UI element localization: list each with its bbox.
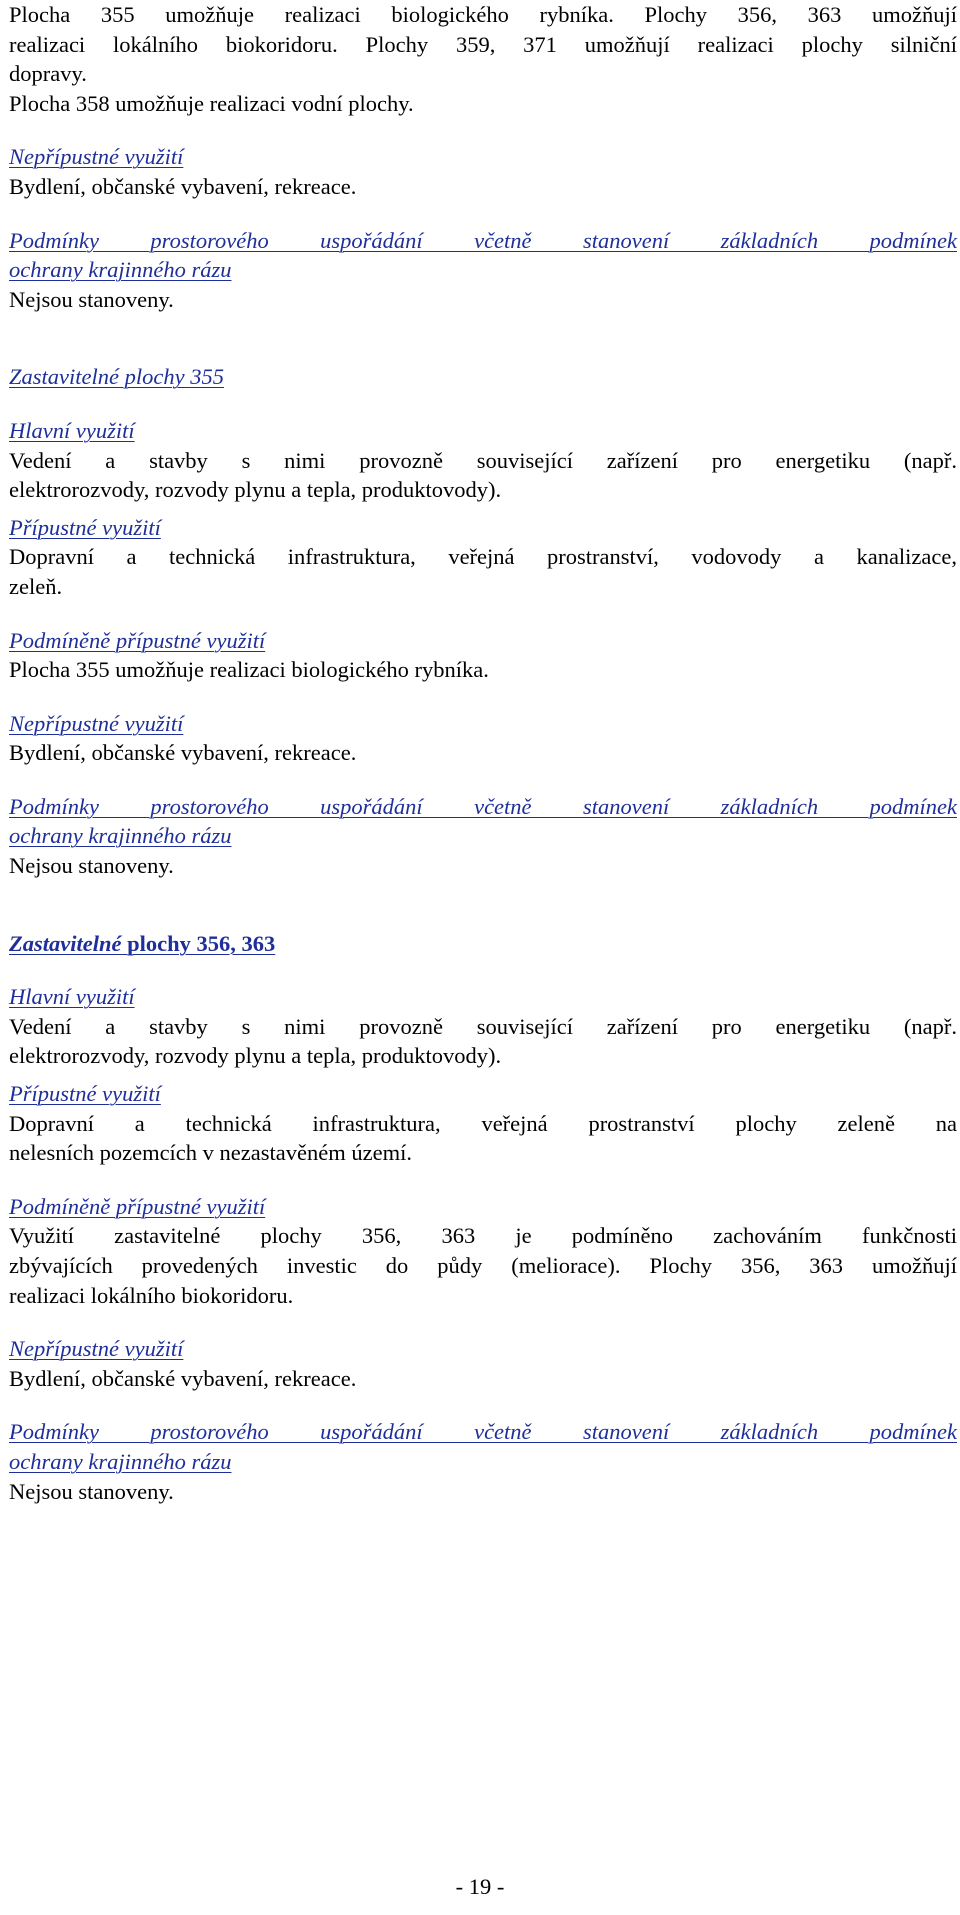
paragraph-line: Dopravní a technická infrastruktura, veřejná prostranství plochy zeleně na (9, 1110, 957, 1136)
paragraph-line: dopravy. (9, 61, 87, 87)
heading-prip: Přípustné využití (9, 1081, 161, 1107)
page-number: - 19 - (455, 1874, 505, 1899)
paragraph-line: Vedení a stavby s nimi provozně související zařízení pro energetiku (např. (9, 447, 957, 473)
heading-podminky: Podmínky prostorového uspořádání včetně stanovení základních podmínek (9, 793, 957, 819)
paragraph-line: Nejsou stanoveny. (9, 853, 174, 879)
section-title-356-363 (9, 931, 275, 956)
section-title-italic: Zastavitelné (9, 930, 122, 956)
paragraph-line: Nejsou stanoveny. (9, 286, 174, 312)
heading-podminky: Podmínky prostorového uspořádání včetně stanovení základních podmínek (9, 1419, 957, 1445)
paragraph-line: realizaci lokálního biokoridoru. Plochy 359, 371 umožňují realizaci plochy silniční (9, 31, 957, 57)
heading-podminky-cont: ochrany krajinného rázu (9, 823, 232, 849)
section-title-rest: plochy 356, 363 (121, 930, 276, 956)
heading-hlavni: Hlavní využití (9, 984, 135, 1010)
paragraph-line: Bydlení, občanské vybavení, rekreace. (9, 740, 357, 766)
heading-podminky-cont: ochrany krajinného rázu (9, 1448, 232, 1474)
paragraph-line: elektrorozvody, rozvody plynu a tepla, produktovody). (9, 477, 502, 503)
paragraph-line: Plocha 355 umožňuje realizaci biologického rybníka. (9, 657, 489, 683)
heading-podminky: Podmínky prostorového uspořádání včetně stanovení základních podmínek (9, 227, 957, 253)
heading-podm: Podmíněně přípustné využití (9, 1193, 266, 1219)
paragraph-line: Vedení a stavby s nimi provozně související zařízení pro energetiku (např. (9, 1013, 957, 1039)
heading-podm: Podmíněně přípustné využití (9, 627, 266, 653)
paragraph-line: Plocha 358 umožňuje realizaci vodní plochy. (9, 90, 414, 116)
heading-neprip: Nepřípustné využití (9, 710, 184, 736)
section-title-355: Zastavitelné plochy 355 (9, 364, 224, 390)
paragraph-line: Bydlení, občanské vybavení, rekreace. (9, 173, 357, 199)
paragraph-line: Plocha 355 umožňuje realizaci biologického rybníka. Plochy 356, 363 umožňují (9, 2, 957, 27)
paragraph-line: zeleň. (9, 573, 63, 599)
paragraph-line: elektrorozvody, rozvody plynu a tepla, produktovody). (9, 1043, 502, 1069)
heading-hlavni: Hlavní využití (9, 417, 135, 443)
paragraph-line: Dopravní a technická infrastruktura, veřejná prostranství, vodovody a kanalizace, (9, 544, 957, 570)
paragraph-line: Bydlení, občanské vybavení, rekreace. (9, 1365, 357, 1391)
paragraph-line: Nejsou stanoveny. (9, 1478, 174, 1504)
heading-neprip: Nepřípustné využití (9, 144, 184, 170)
document-page (9, 0, 957, 1506)
paragraph-line: Využití zastavitelné plochy 356, 363 je podmíněno zachováním funkčnosti (9, 1223, 957, 1249)
heading-prip: Přípustné využití (9, 514, 161, 540)
paragraph-line: realizaci lokálního biokoridoru. (9, 1282, 294, 1308)
heading-neprip: Nepřípustné využití (9, 1336, 184, 1362)
heading-podminky-cont: ochrany krajinného rázu (9, 257, 232, 283)
paragraph-line: nelesních pozemcích v nezastavěném území. (9, 1140, 412, 1166)
paragraph-line: zbývajících provedených investic do půdy (meliorace). Plochy 356, 363 umožňují (9, 1253, 957, 1278)
